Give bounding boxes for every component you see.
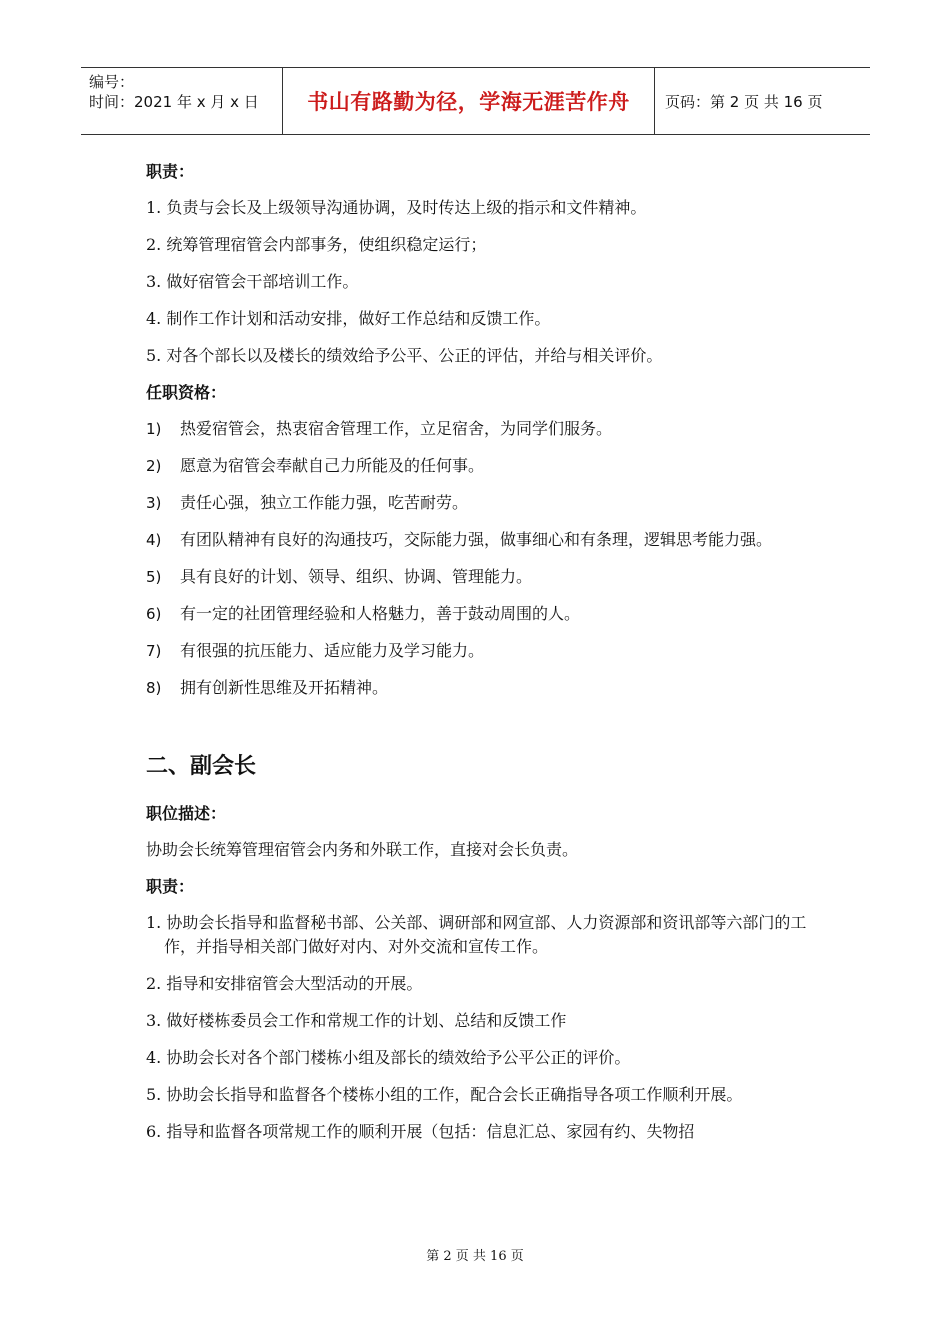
header-time-label: 时间：2021 年 x 月 x 日 <box>89 93 259 111</box>
document-header-table <box>81 67 870 135</box>
vice-duty-item: 4. 协助会长对各个部门楼栋小组及部长的绩效给予公平公正的评价。 <box>146 1048 631 1067</box>
page-footer: 第 2 页 共 16 页 <box>426 1249 524 1264</box>
qualification-item: 6) 有一定的社团管理经验和人格魅力，善于鼓动周围的人。 <box>146 604 581 623</box>
vice-duty-item: 6. 指导和监督各项常规工作的顺利开展（包括：信息汇总、家园有约、失物招 <box>146 1122 695 1141</box>
qualifications-heading: 任职资格： <box>146 383 227 402</box>
qualification-item: 2) 愿意为宿管会奉献自己力所能及的任何事。 <box>146 456 485 475</box>
qualification-item: 7) 有很强的抗压能力、适应能力及学习能力。 <box>146 641 485 660</box>
header-number-label: 编号： <box>89 73 135 91</box>
header-left-cell <box>81 68 282 134</box>
duty-item: 5. 对各个部长以及楼长的绩效给予公平、公正的评估，并给与相关评价。 <box>146 346 663 365</box>
duty-item: 4. 制作工作计划和活动安排，做好工作总结和反馈工作。 <box>146 309 551 328</box>
header-motto-cell <box>282 68 655 134</box>
position-description-heading: 职位描述： <box>146 804 227 823</box>
duty-item: 2. 统筹管理宿管会内部事务，使组织稳定运行； <box>146 235 487 254</box>
header-page-info: 页码：第 2 页 共 16 页 <box>665 92 823 111</box>
section-title-vice-president: 二、副会长 <box>146 754 257 779</box>
vice-duty-item: 3. 做好楼栋委员会工作和常规工作的计划、总结和反馈工作 <box>146 1011 567 1030</box>
duties-heading: 职责： <box>146 162 195 181</box>
qualification-item: 4) 有团队精神有良好的沟通技巧，交际能力强，做事细心和有条理，逻辑思考能力强。 <box>146 530 773 549</box>
duty-item: 3. 做好宿管会干部培训工作。 <box>146 272 359 291</box>
qualification-item: 5) 具有良好的计划、领导、组织、协调、管理能力。 <box>146 567 533 586</box>
header-motto: 书山有路勤为径，学海无涯苦作舟 <box>307 90 630 114</box>
duty-item: 1. 负责与会长及上级领导沟通协调，及时传达上级的指示和文件精神。 <box>146 198 647 217</box>
document-body <box>146 160 826 1157</box>
vice-duties-heading: 职责： <box>146 877 195 896</box>
qualification-item: 1) 热爱宿管会，热衷宿舍管理工作，立足宿舍，为同学们服务。 <box>146 419 613 438</box>
position-description-text: 协助会长统筹管理宿管会内务和外联工作，直接对会长负责。 <box>146 840 579 859</box>
vice-duty-item: 5. 协助会长指导和监督各个楼栋小组的工作，配合会长正确指导各项工作顺利开展。 <box>146 1085 743 1104</box>
vice-duty-item: 1. 协助会长指导和监督秘书部、公关部、调研部和网宣部、人力资源部和资讯部等六部门的工作，并指导相关部门做好对内、对外交流和宣传工作。 <box>146 913 807 956</box>
vice-duty-item: 2. 指导和安排宿管会大型活动的开展。 <box>146 974 423 993</box>
qualification-item: 8) 拥有创新性思维及开拓精神。 <box>146 678 389 697</box>
qualification-item: 3) 责任心强，独立工作能力强，吃苦耐劳。 <box>146 493 469 512</box>
